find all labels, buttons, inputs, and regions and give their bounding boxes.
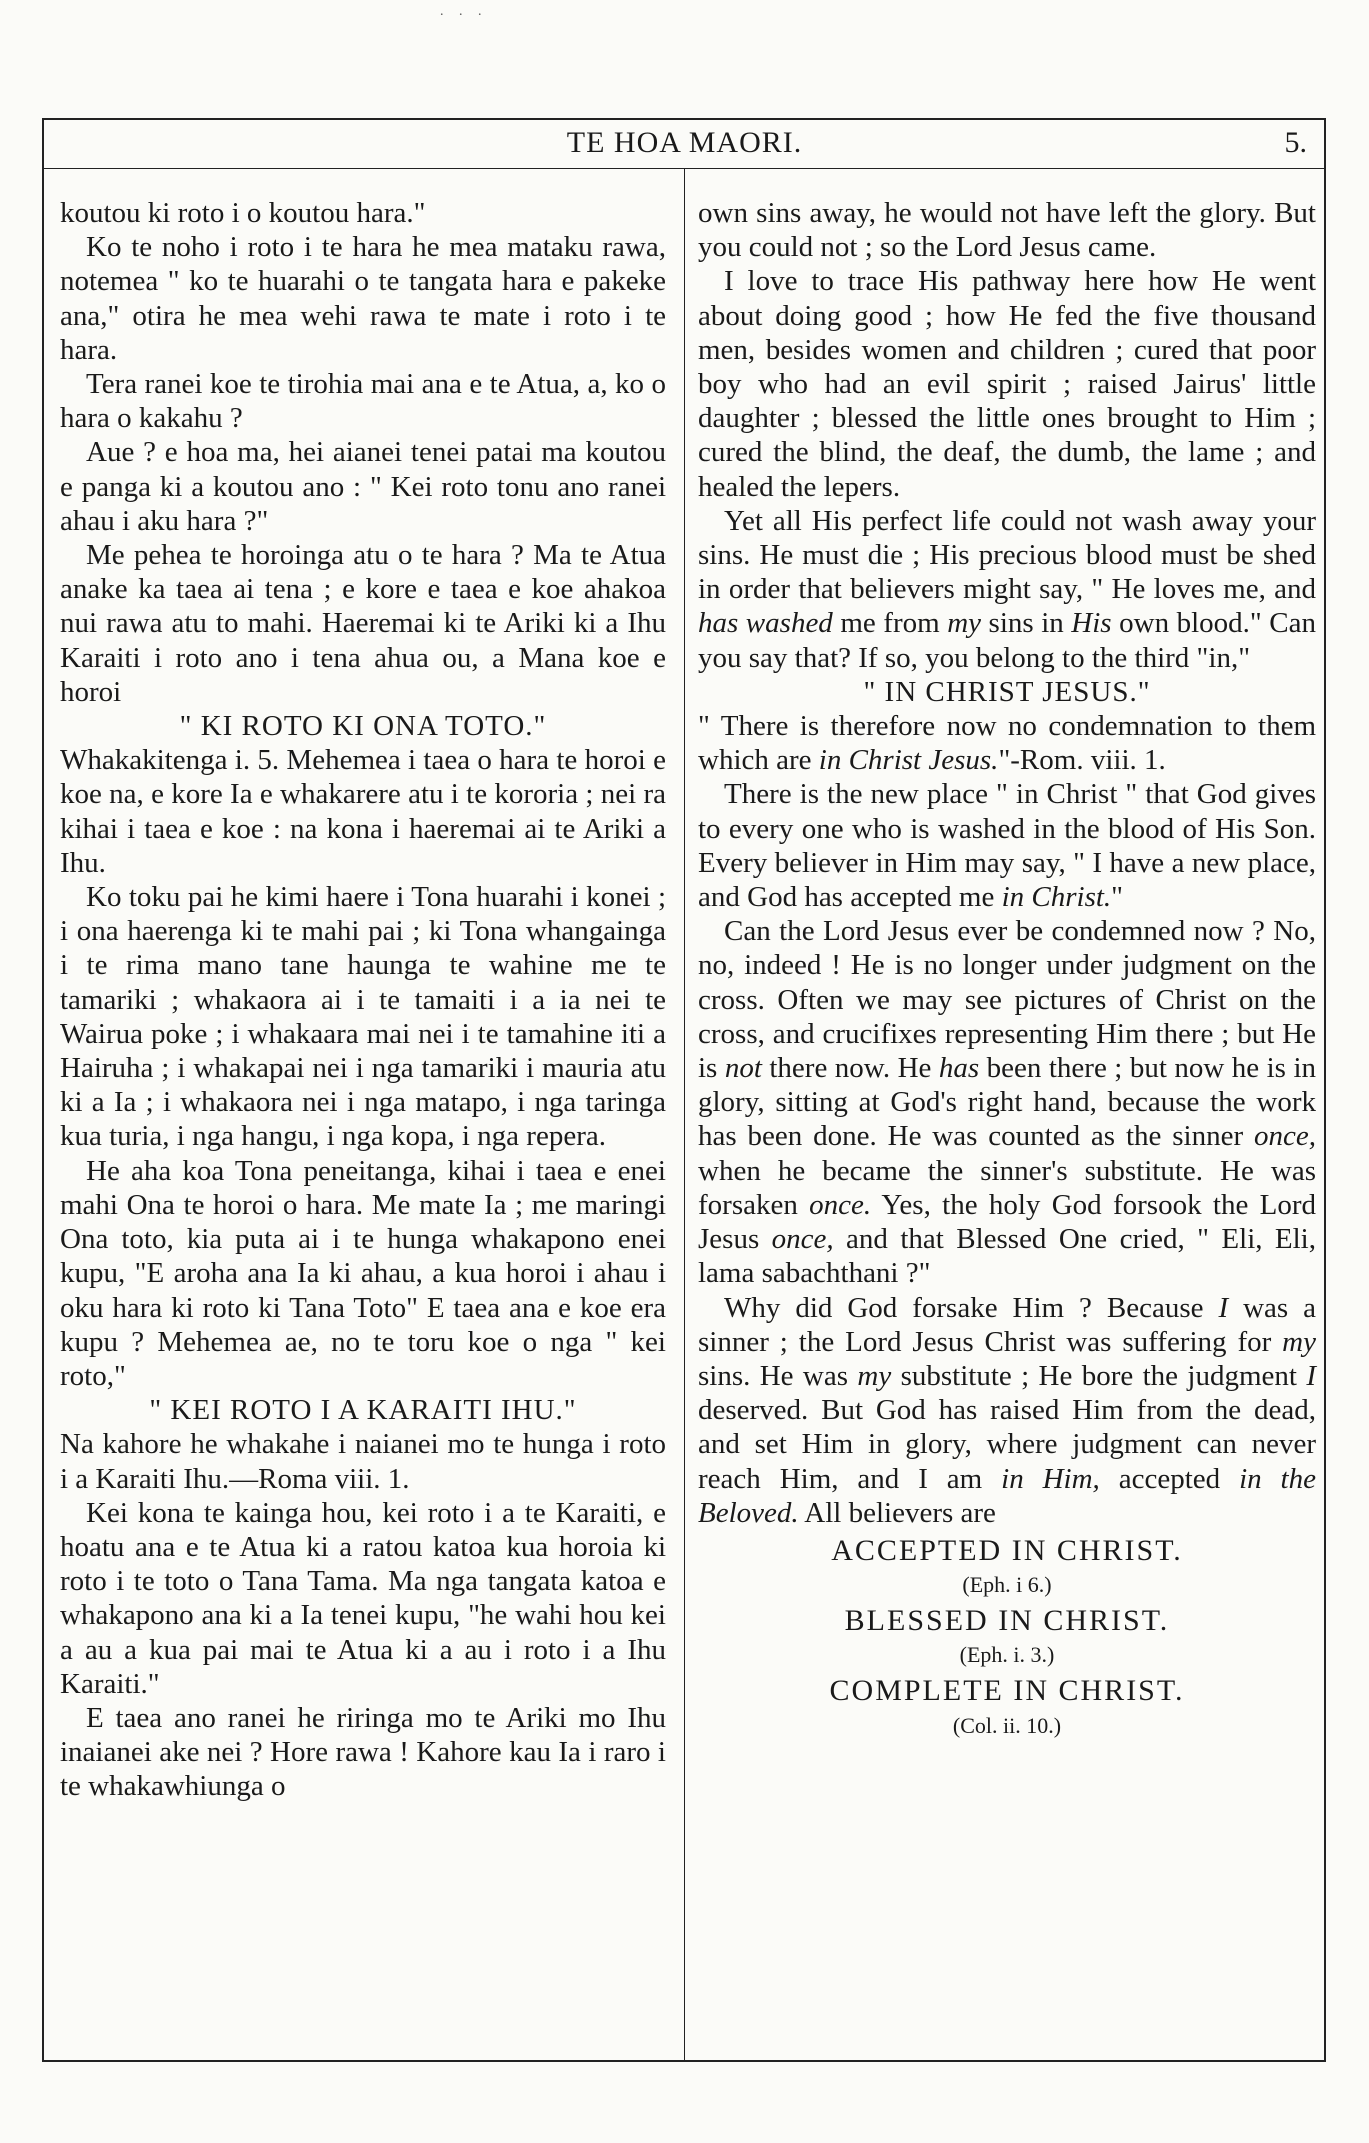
paragraph: Ko te noho i roto i te hara he mea mataku rawa, notemea " ko te huarahi o te tangata hara e pakeke ana," otira he mea wehi rawa te mate i roto i te hara. xyxy=(60,231,666,366)
header-rule xyxy=(42,118,1326,120)
paragraph: There is the new place " in Christ " that God gives to every one who is washed in the blood of His Son. Every believer in Him may say, " I have a new place, and God has accepted me in Christ." xyxy=(698,778,1316,914)
paragraph: Ko toku pai he kimi haere i Tona huarahi i konei ; i ona haerenga ki te mahi pai ; ki Tona whangainga i te rima mano tane haunga te wahine me te tamariki ; whakaora ai i te tamaiti i a ia nei te Wairua poke ; i whakaara mai nei i te tamahine iti a Hairuha ; i whakapai nei i nga tamariki i mauria atu ki a Ia ; i whakaora nei i nga matapo, i nga taringa kua turia, i nga hangu, i nga kopa, i nga repera. xyxy=(60,881,666,1153)
paragraph: E taea ano ranei he riringa mo te Ariki mo Ihu inaianei ake nei ? Hore rawa ! Kahore kau Ia i raro i te whakawhiunga o xyxy=(60,1701,666,1803)
closing-heading: ACCEPTED IN CHRIST. xyxy=(831,1533,1183,1567)
top-marks: . . . xyxy=(440,4,488,19)
column-divider xyxy=(684,168,685,2060)
running-title: TE HOA MAORI. xyxy=(566,126,803,159)
paragraph: Yet all His perfect life could not wash away your sins. He must die ; His precious blood must be shed in order that believers might say, " He loves me, and has washed me from my sins in His own blood." Can you say that? If so, you belong to the third "in," xyxy=(698,504,1316,674)
paragraph: Me pehea te horoinga atu o te hara ? Ma te Atua anake ka taea ai tena ; e kore e taea e koe ahakoa nui rawa atu to mahi. Haeremai ki te Ariki ki a Ihu Karaiti i roto ano i tena ahua ou, a Mana koe e horoi xyxy=(60,539,666,708)
paragraph: Na kahore he whakahe i naianei mo te hunga i roto i a Karaiti Ihu.—Roma viii. 1. xyxy=(60,1428,666,1495)
paragraph: Can the Lord Jesus ever be condemned now ? No, no, indeed ! He is no longer under judgment on the cross. Often we may see pictures of Christ on the cross, and crucifixes representing Him there ; but He is not there now. He has been there ; but now he is in glory, sitting at God's right hand, because the work has been done. He was counted as the sinner once, when he became the sinner's substitute. He was forsaken once. Yes, the holy God forsook the Lord Jesus once, and that Blessed One cried, " Eli, Eli, lama sabachthani ?" xyxy=(698,915,1317,1290)
section-heading: " KI ROTO KI ONA TOTO." xyxy=(179,710,547,743)
paragraph: koutou ki roto i o koutou hara." xyxy=(60,197,426,229)
page-number: 5. xyxy=(1284,126,1307,159)
paragraph: Why did God forsake Him ? Because I was a sinner ; the Lord Jesus Christ was suffering for my sins. He was my substitute ; He bore the judgment I deserved. But God has raised Him from the dead, and set Him in glory, where judgment can never reach Him, and I am in Him, accepted in the Beloved. All believers are xyxy=(698,1291,1316,1529)
paragraph: I love to trace His pathway here how He went about doing good ; how He fed the five thousand men, besides women and children ; cured that poor boy who had an evil spirit ; raised Jairus' little daughter ; blessed the little ones brought to Him ; cured the blind, the deaf, the dumb, the lame ; and healed the lepers. xyxy=(698,265,1316,503)
paragraph: Aue ? e hoa ma, hei aianei tenei patai ma koutou e panga ki a koutou ano : " Kei roto tonu ano ranei ahau i aku hara ?" xyxy=(60,436,666,537)
paragraph: Kei kona te kainga hou, kei roto i a te Karaiti, e hoatu ana e te Atua ki a ratou katoa kua horoia ki roto i te toto o Tana Tama. Ma nga tangata katoa e whakapono ana ki a Ia tenei kupu, "he wahi hou kei a au a kua pai mai te Atua ki a au i roto i a Ihu Karaiti." xyxy=(60,1496,666,1700)
paragraph: " There is therefore now no condemnation to them which are in Christ Jesus."-Rom. viii. 1. xyxy=(698,710,1316,777)
scripture-reference: (Eph. i 6.) xyxy=(962,1572,1052,1598)
section-heading: " IN CHRIST JESUS." xyxy=(863,675,1151,708)
paragraph: Whakakitenga i. 5. Mehemea i taea o hara te horoi e koe na, e kore Ia e whakarere atu i te kororia ; nei ra kihai i taea e koe : na kona i haeremai ai te Ariki a Ihu. xyxy=(60,744,666,879)
scripture-reference: (Eph. i. 3.) xyxy=(959,1642,1055,1668)
paragraph: own sins away, he would not have left the glory. But you could not ; so the Lord Jesus came. xyxy=(698,197,1316,264)
section-heading: " KEI ROTO I A KARAITI IHU." xyxy=(149,1394,577,1427)
closing-heading: COMPLETE IN CHRIST. xyxy=(829,1674,1185,1708)
right-column xyxy=(698,196,1316,1741)
footer-rule xyxy=(42,2060,1326,2062)
scripture-reference: (Col. ii. 10.) xyxy=(952,1712,1062,1738)
paragraph: He aha koa Tona peneitanga, kihai i taea e enei mahi Ona te horoi o hara. Me mate Ia ; me maringi Ona toto, kia puta ai i te hunga whakapono enei kupu, "E aroha ana Ia ki ahau, a kua horoi i ahau i oku hara ki roto ki Tana Toto" E taea ana e koe era kupu ? Mehemea ae, no te toru koe o nga " kei roto," xyxy=(60,1154,666,1392)
closing-heading: BLESSED IN CHRIST. xyxy=(844,1604,1170,1638)
left-column xyxy=(60,196,666,1804)
paragraph: Tera ranei koe te tirohia mai ana e te Atua, a, ko o hara o kakahu ? xyxy=(60,368,666,435)
